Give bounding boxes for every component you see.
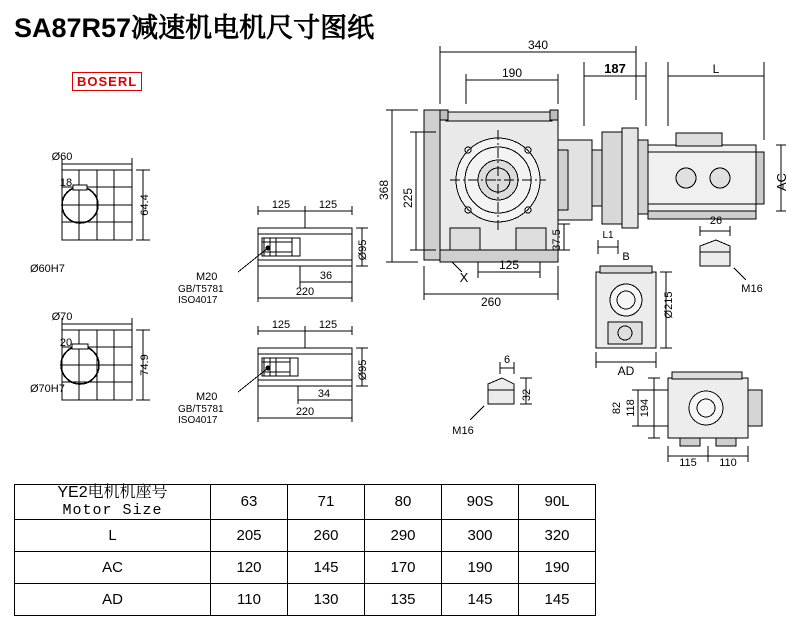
cell-l-90s: 300 <box>442 519 519 551</box>
shaft-section-2 <box>61 318 150 400</box>
cell-ad-80: 135 <box>365 583 442 615</box>
cell-ad-90s: 145 <box>442 583 519 615</box>
motor-size-table <box>14 484 596 616</box>
table-header-label <box>15 485 211 520</box>
header-size-71: 71 <box>288 485 365 520</box>
label-ad: AD <box>617 364 635 378</box>
dim-74-9: 74.9 <box>139 354 151 376</box>
label-v1-std1: GB/T5781 <box>178 284 224 295</box>
row-label-ad: AD <box>15 583 211 615</box>
cell-ad-90l: 145 <box>519 583 596 615</box>
dim-v2-34: 34 <box>317 388 331 400</box>
dim-260: 260 <box>480 295 502 309</box>
header-label-cn: YE2电机机座号 <box>57 484 168 501</box>
cell-l-71: 260 <box>288 519 365 551</box>
mark-x: X <box>459 270 469 285</box>
table-header-row <box>15 485 596 520</box>
label-l1: L1 <box>602 230 614 241</box>
row-label-ac: AC <box>15 551 211 583</box>
shaft-section-1 <box>59 158 150 240</box>
detail-b-view <box>596 240 672 368</box>
dim-37-5: 37.5 <box>551 229 563 251</box>
cell-ac-90l: 190 <box>519 551 596 583</box>
cell-ac-63: 120 <box>211 551 288 583</box>
dim-v2-dia95: Ø95 <box>357 359 369 381</box>
header-size-80: 80 <box>365 485 442 520</box>
dim-v1-125b: 125 <box>318 199 338 211</box>
cell-l-63: 205 <box>211 519 288 551</box>
dim-dia70: Ø70 <box>51 311 73 323</box>
dim-v2-125b: 125 <box>318 319 338 331</box>
label-v1-m20: M20 <box>196 271 218 283</box>
label-v2-m20: M20 <box>196 391 218 403</box>
label-m16-b: M16 <box>452 425 474 437</box>
dim-194: 194 <box>639 398 651 418</box>
cell-ac-71: 145 <box>288 551 365 583</box>
dim-v1-dia95: Ø95 <box>357 239 369 261</box>
key-detail-top <box>700 226 746 280</box>
dim-125: 125 <box>498 258 520 272</box>
dim-dia215: Ø215 <box>663 291 675 319</box>
dim-340: 340 <box>527 38 549 52</box>
cell-ad-71: 130 <box>288 583 365 615</box>
motor-end-view <box>632 372 762 462</box>
dim-225: 225 <box>401 187 415 209</box>
dim-110: 110 <box>719 457 737 469</box>
row-label-l: L <box>15 519 211 551</box>
dim-118: 118 <box>625 399 637 417</box>
cell-ac-90s: 190 <box>442 551 519 583</box>
label-ac: AC <box>774 172 789 192</box>
dim-v2-220: 220 <box>295 406 315 418</box>
dim-v1-125a: 125 <box>271 199 291 211</box>
dim-82: 82 <box>611 401 623 415</box>
dim-26: 26 <box>709 215 723 227</box>
header-size-63: 63 <box>211 485 288 520</box>
label-v2-std2: ISO4017 <box>178 415 218 426</box>
dim-115: 115 <box>679 457 697 469</box>
label-b: B <box>622 251 630 263</box>
label-m16-a: M16 <box>741 283 763 295</box>
cell-l-90l: 320 <box>519 519 596 551</box>
dim-187: 187 <box>604 61 626 76</box>
dim-v2-125a: 125 <box>271 319 291 331</box>
dim-190: 190 <box>501 66 523 80</box>
dim-368: 368 <box>377 179 391 201</box>
cell-l-80: 290 <box>365 519 442 551</box>
table-row <box>15 551 596 583</box>
page-title: SA87R57减速机电机尺寸图纸 <box>14 13 375 43</box>
brand-logo: BOSERL <box>72 72 142 91</box>
label-v2-std1: GB/T5781 <box>178 404 224 415</box>
dim-dia70h7: Ø70H7 <box>30 383 65 395</box>
dim-32: 32 <box>521 388 533 402</box>
dim-dia60h7: Ø60H7 <box>30 263 65 275</box>
header-size-90l: 90L <box>519 485 596 520</box>
cell-ad-63: 110 <box>211 583 288 615</box>
table-row <box>15 519 596 551</box>
dim-v1-220: 220 <box>295 286 315 298</box>
dim-v1-36: 36 <box>319 270 333 282</box>
dim-20: 20 <box>59 337 73 349</box>
dim-18: 18 <box>59 177 73 189</box>
dim-L: L <box>712 62 720 76</box>
label-v1-std2: ISO4017 <box>178 295 218 306</box>
table-row <box>15 583 596 615</box>
cell-ac-80: 170 <box>365 551 442 583</box>
header-size-90s: 90S <box>442 485 519 520</box>
header-label-en: Motor Size <box>62 501 163 519</box>
dim-6: 6 <box>503 354 511 366</box>
dim-64-4: 64.4 <box>139 194 151 216</box>
dim-dia60: Ø60 <box>51 151 73 163</box>
